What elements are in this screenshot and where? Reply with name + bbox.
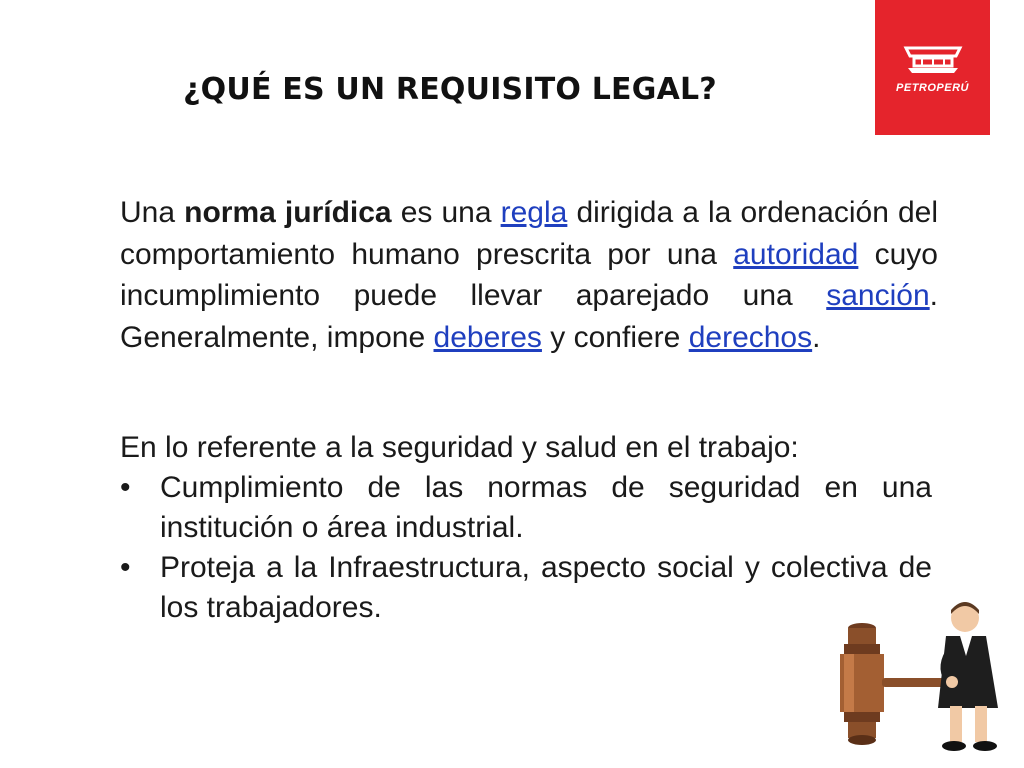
definition-paragraph	[120, 192, 938, 358]
list-item-text: Proteja a la Infraestructura, aspecto social y colectiva de los trabajadores.	[160, 551, 932, 624]
petroperu-logo	[875, 0, 990, 135]
sst-bullet-list	[120, 468, 932, 628]
text-es-una: es una	[400, 196, 492, 229]
petroperu-emblem-icon	[902, 42, 964, 76]
link-regla[interactable]: regla	[500, 196, 568, 229]
text-y-confiere: y confiere	[550, 320, 681, 354]
link-derechos[interactable]: derechos	[688, 320, 813, 354]
link-sancion[interactable]: sanción	[826, 279, 930, 312]
list-item	[120, 548, 932, 628]
term-norma-juridica: norma jurídica	[184, 196, 392, 229]
link-autoridad[interactable]: autoridad	[733, 237, 859, 271]
judge-figure	[938, 602, 998, 751]
word-una: Una	[120, 196, 176, 229]
list-item	[120, 468, 932, 548]
list-item-text: Cumplimiento de las normas de seguridad en una institución o área industrial.	[160, 471, 932, 544]
text-dirigida: dirigida a la ordenación del comportamiento humano prescrita por una	[120, 196, 939, 271]
link-deberes[interactable]: deberes	[433, 320, 542, 354]
text-period: .	[812, 320, 821, 354]
slide-title: ¿QUÉ ES UN REQUISITO LEGAL?	[183, 72, 717, 107]
judge-gavel-icon	[830, 598, 1020, 763]
gavel-head	[840, 623, 884, 745]
logo-text: PETROPERÚ	[896, 81, 969, 94]
bullet-icon: •	[120, 551, 131, 584]
bullet-icon: •	[120, 471, 131, 504]
sst-heading: En lo referente a la seguridad y salud en el trabajo:	[120, 431, 799, 464]
text-generalmente: . Generalmente, impone	[120, 279, 938, 354]
text-cuyo: cuyo incumplimiento puede llevar aparejado una	[120, 237, 938, 312]
sst-section	[120, 428, 932, 628]
